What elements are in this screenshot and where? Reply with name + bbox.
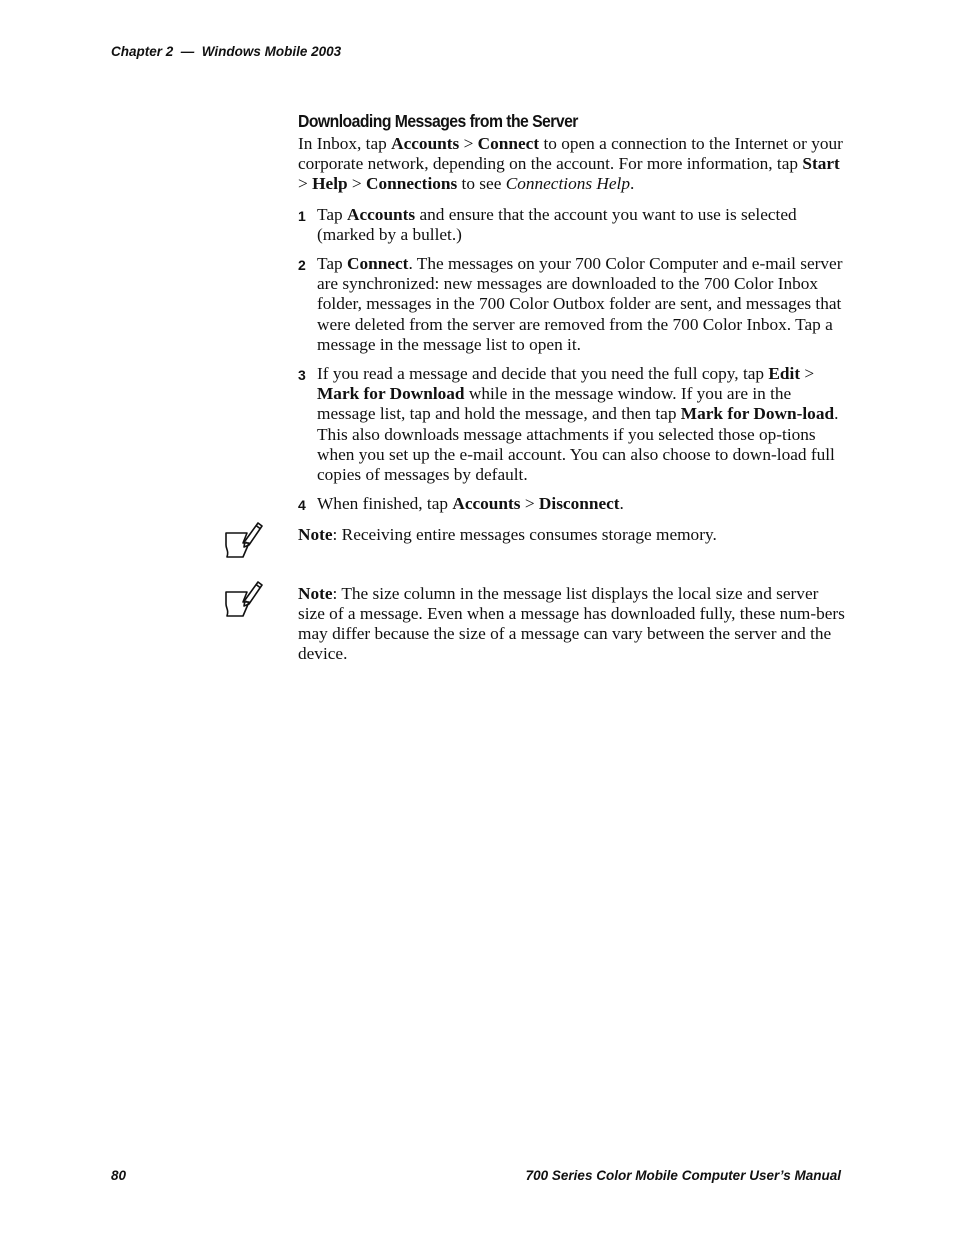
- intro-text: .: [630, 174, 635, 194]
- step-list: [298, 205, 848, 516]
- menu-term: Accounts: [346, 204, 416, 224]
- menu-term: Connect: [477, 134, 540, 153]
- note-block: [298, 525, 848, 545]
- page-number: 80: [111, 1168, 127, 1183]
- step-number: 2: [298, 257, 306, 274]
- note-block: [298, 584, 848, 665]
- menu-term: Accounts: [452, 494, 521, 514]
- step-text: [317, 364, 848, 485]
- menu-term: Mark for Down-load: [680, 404, 835, 424]
- step-text-part: >: [520, 494, 539, 514]
- step-item: [298, 205, 848, 245]
- intro-paragraph: [298, 134, 848, 195]
- intro-text: to see: [457, 174, 506, 194]
- step-text: [317, 494, 848, 515]
- step-item: [298, 364, 848, 485]
- step-text-part: >: [800, 364, 815, 384]
- step-text: [317, 254, 848, 355]
- note-body: : The size column in the message list displays the local size and server size of a message. Even when a message has downloaded fully, these num-bers may differ because the size of a message can vary between the server and the device.: [298, 583, 845, 664]
- running-head: Chapter 2 — Windows Mobile 2003: [111, 44, 342, 59]
- help-topic: Connections Help: [505, 174, 630, 194]
- note-text: [298, 525, 848, 545]
- main-content: [298, 108, 848, 664]
- intro-text: In Inbox, tap: [298, 134, 392, 153]
- intro-text: >: [298, 174, 313, 194]
- step-text: [317, 205, 848, 245]
- note-label: Note: [298, 525, 333, 545]
- menu-term: Accounts: [391, 134, 460, 153]
- note-pencil-icon: [223, 519, 263, 561]
- step-number: 4: [298, 497, 306, 514]
- menu-term: Connections: [366, 174, 458, 194]
- note-body: : Receiving entire messages consumes storage memory.: [332, 525, 717, 545]
- step-number: 1: [298, 207, 306, 224]
- step-text-part: .: [619, 494, 624, 514]
- step-text-part: and ensure that the account you want to use is selected (marked by a bullet.): [317, 204, 797, 244]
- section-heading: Downloading Messages from the Server: [298, 111, 578, 131]
- note-text: [298, 584, 848, 665]
- step-number: 3: [298, 367, 306, 384]
- step-text-part: Tap: [317, 204, 347, 224]
- step-item: [298, 494, 848, 515]
- intro-text: >: [459, 134, 478, 153]
- menu-term: Mark for Download: [317, 384, 465, 404]
- note-label: Note: [298, 583, 333, 603]
- manual-title: 700 Series Color Mobile Computer User’s Manual: [525, 1168, 841, 1183]
- menu-term: Edit: [768, 364, 801, 384]
- step-text-part: while in the message window. If you are in the message list, tap and hold the message, and then tap: [317, 384, 792, 424]
- intro-text: >: [347, 174, 366, 194]
- step-text-part: . The messages on your 700 Color Computer and e-mail server are synchronized: new messages are downloaded to the 700 Color Inbox folder, messages in the 700 Color Outbox folder are sent, and messages that were deleted from the server are removed from the 700 Color Inbox. Tap a message in the message list to open it.: [317, 254, 843, 354]
- menu-term: Connect: [346, 254, 409, 274]
- step-text-part: When finished, tap: [317, 494, 453, 514]
- intro-text: to open a connection to the Internet or your corporate network, depending on the account. For more information, tap: [298, 134, 843, 174]
- step-item: [298, 254, 848, 355]
- menu-term: Help: [312, 174, 348, 194]
- menu-term: Disconnect: [538, 494, 620, 514]
- note-pencil-icon: [223, 578, 263, 620]
- step-text-part: . This also downloads message attachments if you selected those op-tions when you set up the e-mail account. You can also choose to down-load full copies of messages by default.: [317, 404, 839, 485]
- step-text-part: Tap: [317, 254, 347, 274]
- step-text-part: If you read a message and decide that you need the full copy, tap: [317, 364, 769, 384]
- menu-term: Start: [802, 154, 840, 174]
